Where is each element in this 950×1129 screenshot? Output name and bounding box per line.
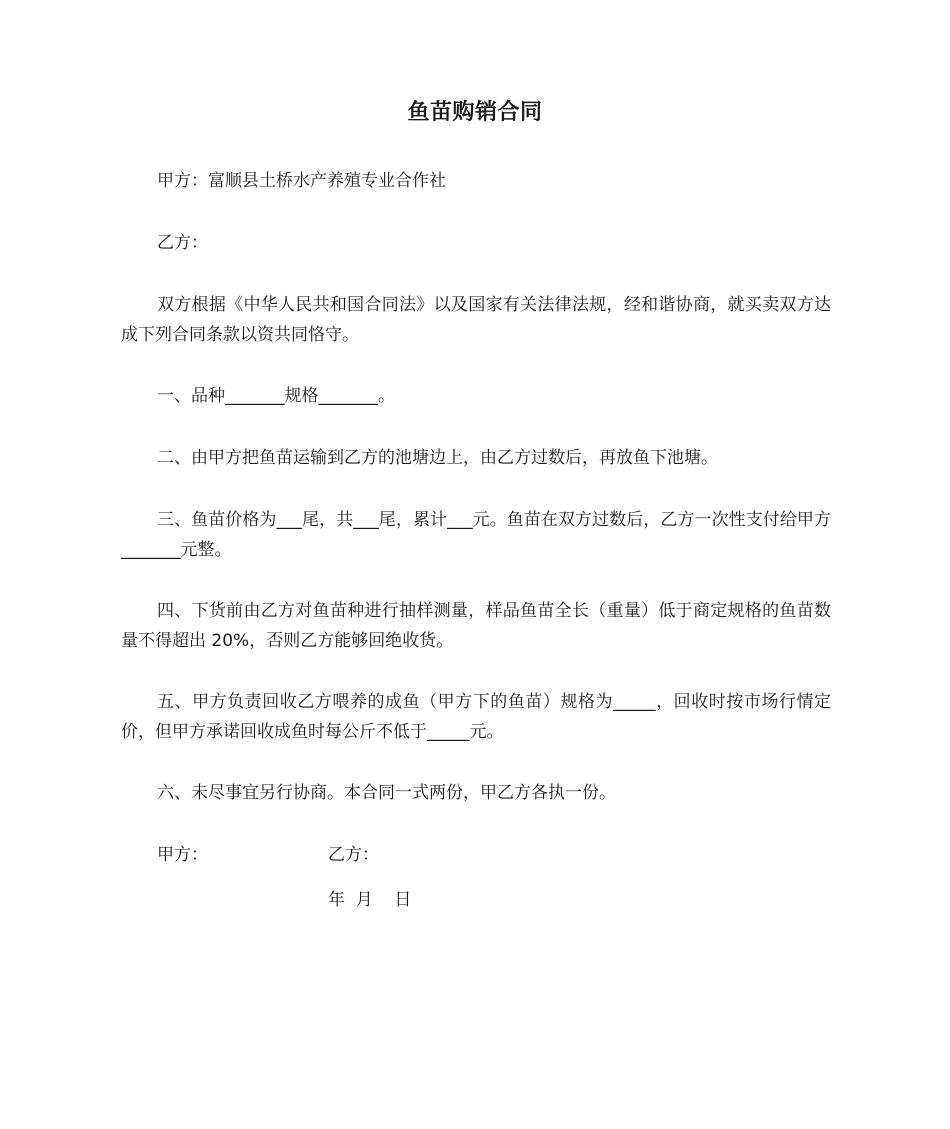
clause-3: 三、鱼苗价格为___尾，共___尾，累计___元。鱼苗在双方过数后，乙方一次性支付给甲方_______元整。: [121, 510, 831, 560]
clause-4: 四、下货前由乙方对鱼苗种进行抽样测量，样品鱼苗全长（重量）低于商定规格的鱼苗数量不得超出 20%，否则乙方能够回绝收货。: [121, 601, 831, 651]
clause-1: 一、品种_______规格_______。: [157, 386, 395, 406]
preamble-paragraph: 双方根据《中华人民共和国合同法》以及国家有关法律法规，经和谐协商，就买卖双方达成下列合同条款以资共同恪守。: [121, 295, 831, 345]
clause-5: 五、甲方负责回收乙方喂养的成鱼（甲方下的鱼苗）规格为_____，回收时按市场行情定价，但甲方承诺回收成鱼时每公斤不低于_____元。: [121, 692, 831, 742]
signature-party-a: 甲方：: [157, 845, 208, 865]
signature-party-b: 乙方：: [328, 845, 379, 865]
clause-2: 二、由甲方把鱼苗运输到乙方的池塘边上，由乙方过数后，再放鱼下池塘。: [157, 448, 718, 468]
clause-6: 六、未尽事宜另行协商。本合同一式两份，甲乙方各执一份。: [157, 783, 616, 803]
party-b-line: 乙方：: [157, 233, 208, 253]
document-title: 鱼苗购销合同: [407, 100, 543, 125]
party-a-line: 甲方：富顺县土桥水产养殖专业合作社: [157, 171, 446, 191]
signature-date: 年 月 日: [328, 890, 412, 910]
